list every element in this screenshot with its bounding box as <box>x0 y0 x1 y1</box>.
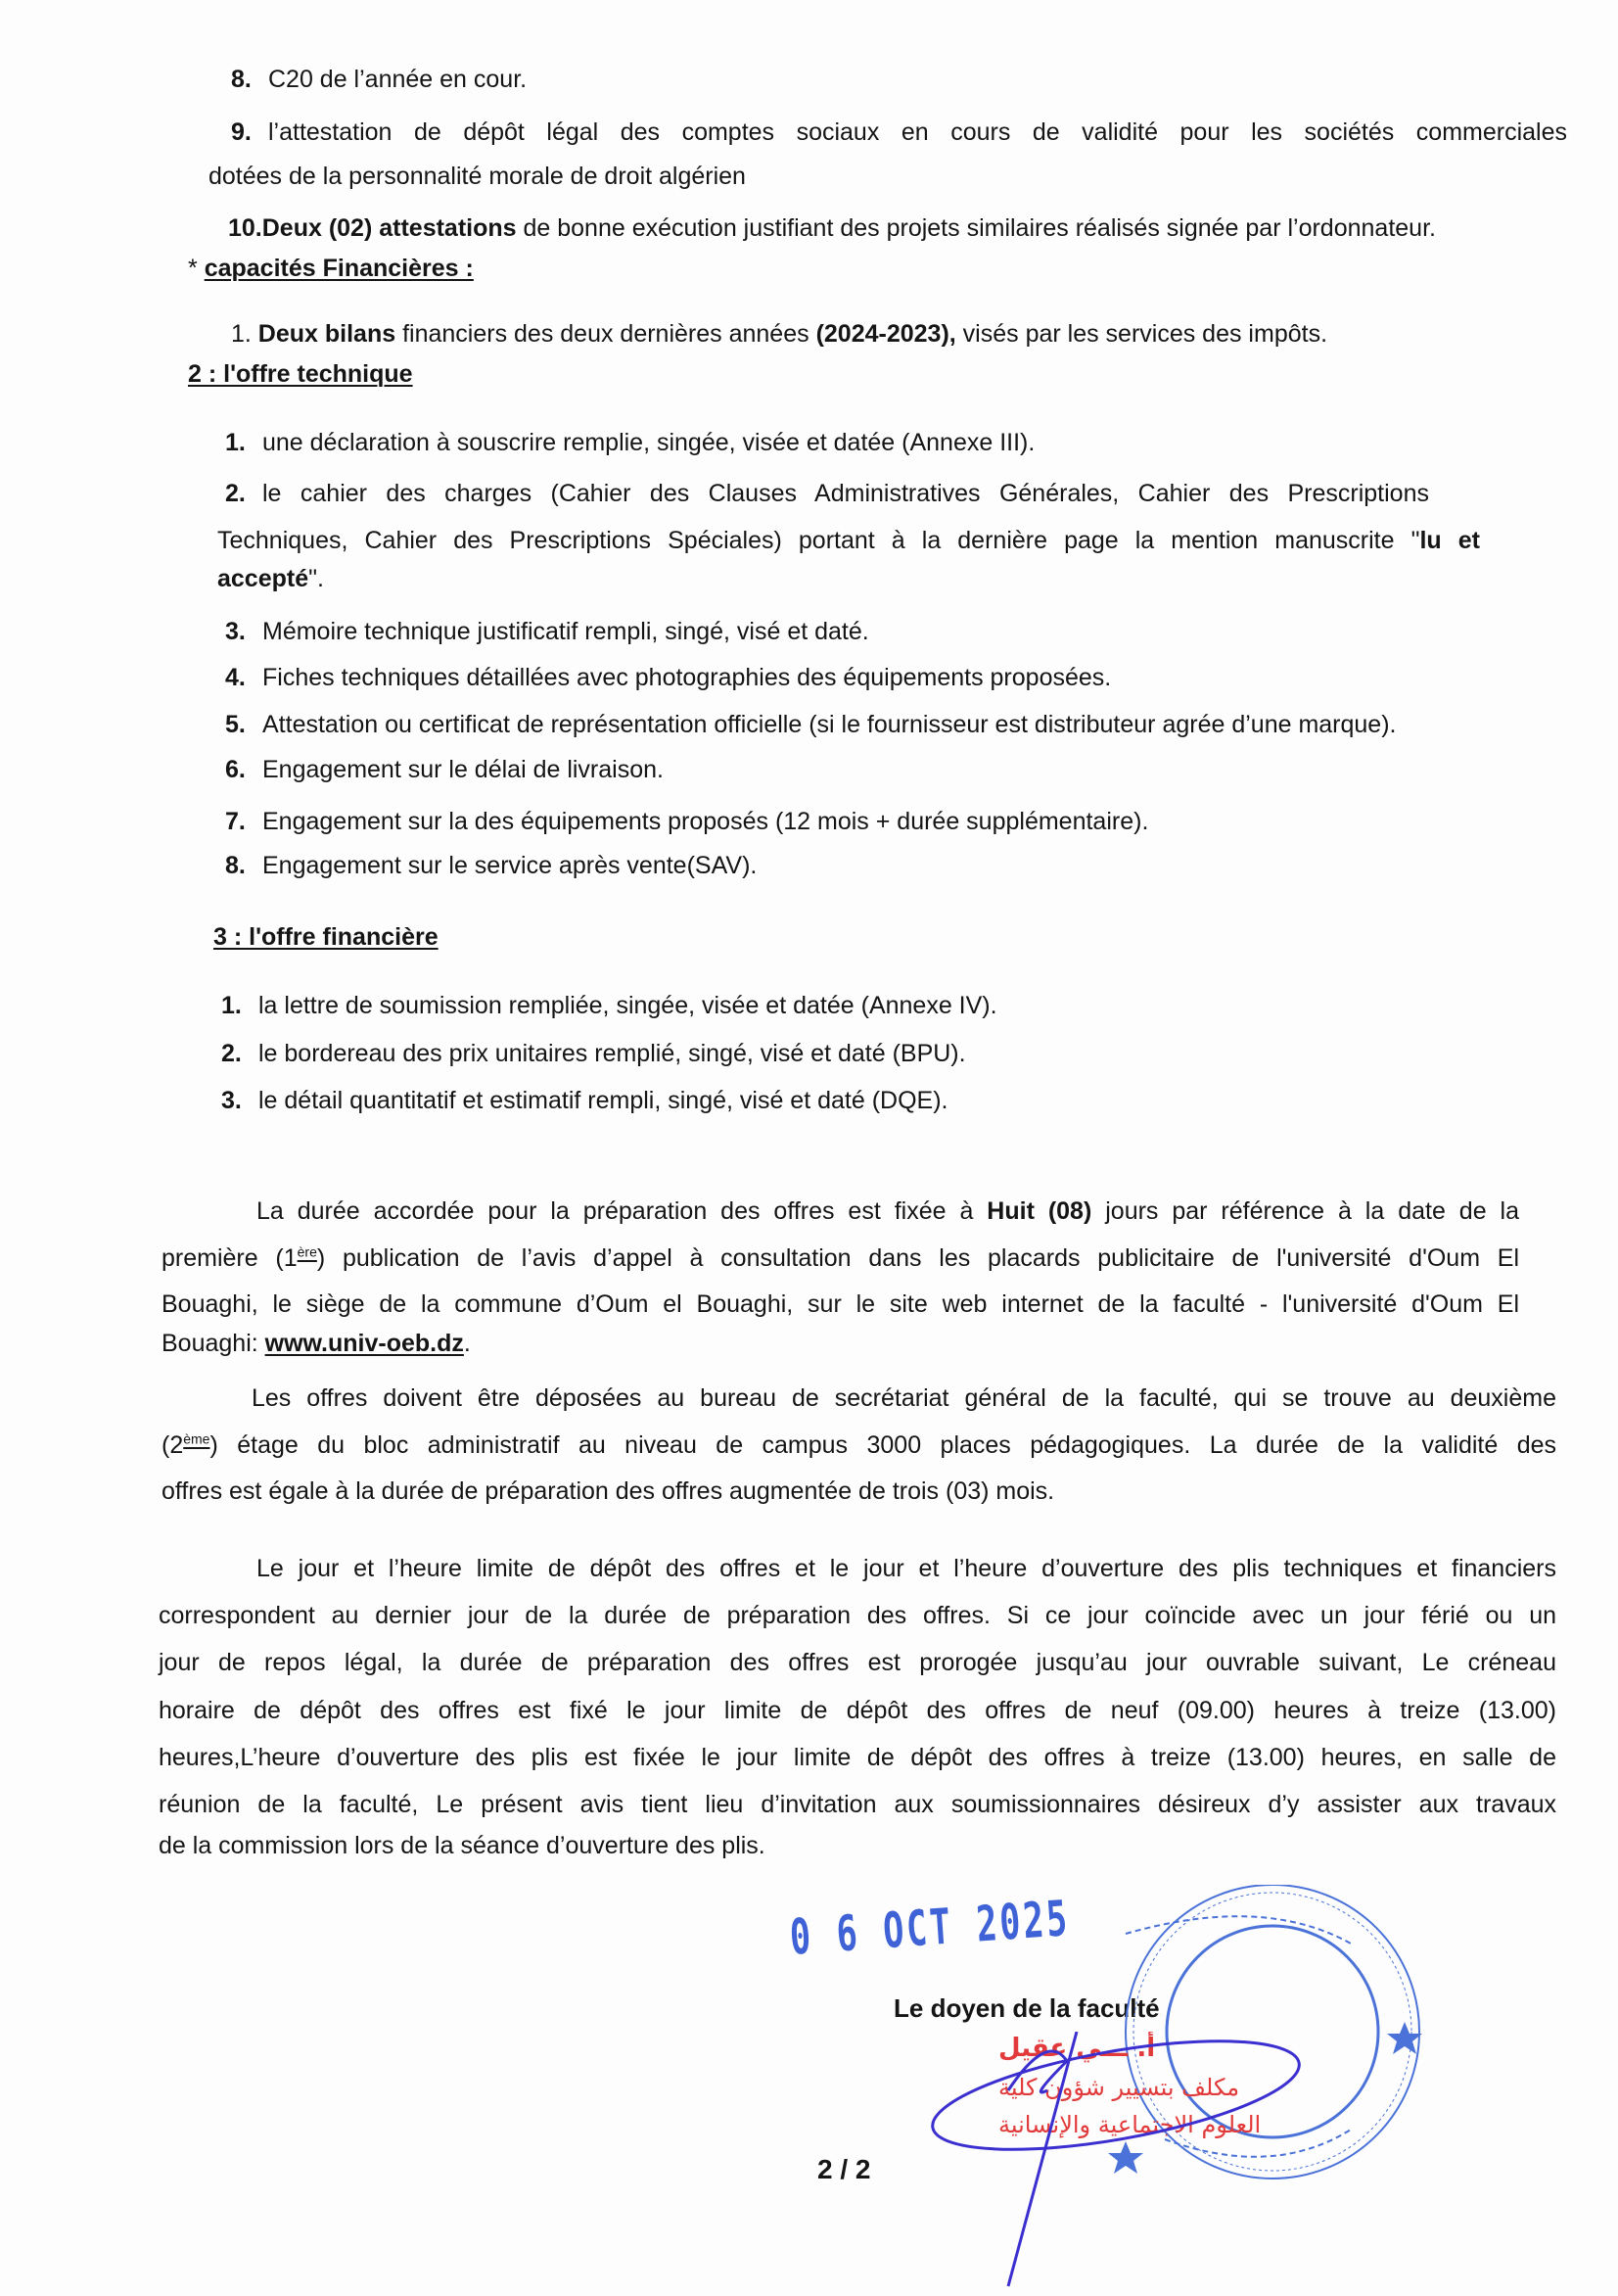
text-line <box>208 162 746 191</box>
signature-title: Le doyen de la faculté <box>894 1993 1160 2023</box>
text-line <box>188 254 474 283</box>
text-line <box>159 1831 765 1860</box>
text-line <box>162 1430 1556 1460</box>
text-segment: Engagement sur le service après vente(SAV). <box>262 852 758 879</box>
text-line <box>159 1790 1556 1819</box>
section-heading: capacités Financières : <box>204 255 474 282</box>
website-link[interactable]: www.univ-oeb.dz <box>264 1330 464 1357</box>
section-heading: ère <box>297 1243 317 1260</box>
text-segment: financiers des deux dernières années <box>395 320 816 348</box>
section-heading: 3 : l'offre financière <box>213 923 439 951</box>
text-segment: C20 de l’année en cour. <box>268 66 528 93</box>
text-segment: l’attestation de dépôt légal des comptes sociaux en cours de validité pour les sociétés commerciales <box>268 118 1567 146</box>
text-line <box>225 428 1035 457</box>
text-segment: accepté <box>217 565 309 592</box>
text-line <box>225 663 1111 692</box>
text-segment: jours par référence à la date de la <box>1091 1197 1519 1225</box>
text-segment: de la commission lors de la séance d’ouverture des plis. <box>159 1832 765 1859</box>
text-segment: de bonne exécution justifiant des projets similaires réalisés signée par l’ordonnateur. <box>516 214 1436 242</box>
text-line <box>188 359 413 389</box>
text-segment: Le jour et l’heure limite de dépôt des offres et le jour et l’heure d’ouverture des plis techniques et financiers <box>256 1555 1556 1582</box>
page-number: 2 / 2 <box>817 2154 871 2184</box>
text-segment: * <box>188 255 205 282</box>
text-segment: Huit (08) <box>987 1197 1092 1225</box>
text-line <box>217 526 1480 555</box>
text-line <box>162 1289 1519 1319</box>
text-line <box>225 851 757 880</box>
text-line <box>225 755 664 784</box>
text-segment: correspondent au dernier jour de la durée de préparation des offres. Si ce jour coïncide avec un jour férié ou un <box>159 1602 1556 1629</box>
text-segment: Engagement sur la des équipements proposés (12 mois + durée supplémentaire). <box>262 808 1149 835</box>
text-line <box>159 1696 1556 1725</box>
list-number: 8. <box>225 852 246 879</box>
text-segment: lu et <box>1419 527 1480 554</box>
text-segment: le cahier des charges (Cahier des Clauses Administratives Générales, Cahier des Prescriptions <box>262 480 1429 507</box>
text-line <box>221 991 997 1020</box>
text-line <box>225 617 869 646</box>
list-number: 5. <box>225 711 246 738</box>
text-segment: visés par les services des impôts. <box>955 320 1328 348</box>
list-number: 3. <box>221 1087 242 1114</box>
text-line <box>228 213 1436 243</box>
text-segment: le bordereau des prix unitaires remplié, singé, visé et daté (BPU). <box>258 1040 966 1067</box>
svg-text:مكلف بتسيير شؤون كلية: مكلف بتسيير شؤون كلية <box>998 2074 1240 2101</box>
date-stamp: 0 6 OCT 2025 <box>788 1890 1072 1966</box>
text-segment: la lettre de soumission rempliée, singée, visée et datée (Annexe IV). <box>258 992 997 1019</box>
text-line <box>231 319 1327 349</box>
text-segment: Bouaghi: <box>162 1330 265 1357</box>
text-line <box>256 1196 1519 1226</box>
text-line <box>225 710 1396 739</box>
text-segment: ". <box>308 565 324 592</box>
text-segment: 10.Deux (02) attestations <box>228 214 517 242</box>
text-line <box>231 65 527 94</box>
text-segment: ) publication de l’avis d’appel à consultation dans les placards publicitaire de l'université d'Oum El <box>316 1244 1519 1272</box>
text-segment: La durée accordée pour la préparation des offres est fixée à <box>256 1197 988 1225</box>
text-segment: Engagement sur le délai de livraison. <box>262 756 664 783</box>
text-line <box>162 1476 1054 1506</box>
text-segment: Fiches techniques détaillées avec photographies des équipements proposées. <box>262 664 1112 691</box>
text-line <box>221 1039 966 1068</box>
text-segment: ) étage du bloc administratif au niveau de campus 3000 places pédagogiques. La durée de la validité des <box>209 1431 1556 1459</box>
text-segment: Mémoire technique justificatif rempli, singé, visé et daté. <box>262 618 869 645</box>
svg-text:العلوم الاجتماعية والإنسانية: العلوم الاجتماعية والإنسانية <box>998 2111 1262 2138</box>
text-line <box>159 1601 1556 1630</box>
list-number: 1. <box>225 429 246 456</box>
list-number: 1. <box>221 992 242 1019</box>
text-line <box>221 1086 948 1115</box>
text-segment: Techniques, Cahier des Prescriptions Spéciales) portant à la dernière page la mention manuscrite " <box>217 527 1420 554</box>
text-segment: Les offres doivent être déposées au bureau de secrétariat général de la faculté, qui se trouve au deuxième <box>252 1384 1556 1412</box>
list-number: 2. <box>225 480 246 507</box>
text-line <box>162 1329 471 1358</box>
list-number: 3. <box>225 618 246 645</box>
list-number: 6. <box>225 756 246 783</box>
text-line <box>252 1383 1556 1413</box>
text-line <box>159 1743 1556 1772</box>
handwritten-signature <box>881 2032 1429 2296</box>
text-segment: Bouaghi, le siège de la commune d’Oum el Bouaghi, sur le site web internet de la faculté - l'université d'Oum El <box>162 1290 1519 1318</box>
text-line <box>225 479 1429 508</box>
text-segment: . <box>463 1330 471 1357</box>
text-segment: dotées de la personnalité morale de droit algérien <box>208 163 746 190</box>
text-line <box>225 807 1148 836</box>
text-segment: le détail quantitatif et estimatif rempli, singé, visé et daté (DQE). <box>258 1087 948 1114</box>
text-line <box>213 922 439 952</box>
text-segment: offres est égale à la durée de préparation des offres augmentée de trois (03) mois. <box>162 1477 1055 1505</box>
text-line <box>231 117 1567 147</box>
text-line <box>256 1554 1556 1583</box>
svg-text:أ. ـــي عقيل: أ. ـــي عقيل <box>998 2034 1156 2063</box>
text-segment: 1. <box>231 320 258 348</box>
list-number: 7. <box>225 808 246 835</box>
text-segment: réunion de la faculté, Le présent avis tient lieu d’invitation aux soumissionnaires désireux d’y assister aux travaux <box>159 1791 1556 1818</box>
text-line <box>162 1243 1519 1273</box>
text-segment: heures,L’heure d’ouverture des plis est fixée le jour limite de dépôt des offres à treize (13.00) heures, en salle de <box>159 1744 1556 1771</box>
text-segment: Attestation ou certificat de représentation officielle (si le fournisseur est distributeur agrée d’une marque). <box>262 711 1397 738</box>
list-number: 9. <box>231 118 252 146</box>
text-line <box>159 1648 1556 1677</box>
text-segment: une déclaration à souscrire remplie, singée, visée et datée (Annexe III). <box>262 429 1036 456</box>
section-heading: ème <box>183 1430 210 1447</box>
list-number: 4. <box>225 664 246 691</box>
text-segment: (2 <box>162 1431 184 1459</box>
text-segment: première (1 <box>162 1244 298 1272</box>
text-segment: jour de repos légal, la durée de préparation des offres est prorogée jusqu’au jour ouvrable suivant, Le créneau <box>159 1649 1556 1676</box>
list-number: 8. <box>231 66 252 93</box>
text-segment: (2024-2023), <box>815 320 956 348</box>
section-heading: 2 : l'offre technique <box>188 360 413 388</box>
text-segment: horaire de dépôt des offres est fixé le jour limite de dépôt des offres de neuf (09.00) heures à treize (13.00) <box>159 1697 1556 1724</box>
text-segment: Deux bilans <box>257 320 396 348</box>
text-line <box>217 564 324 593</box>
list-number: 2. <box>221 1040 242 1067</box>
